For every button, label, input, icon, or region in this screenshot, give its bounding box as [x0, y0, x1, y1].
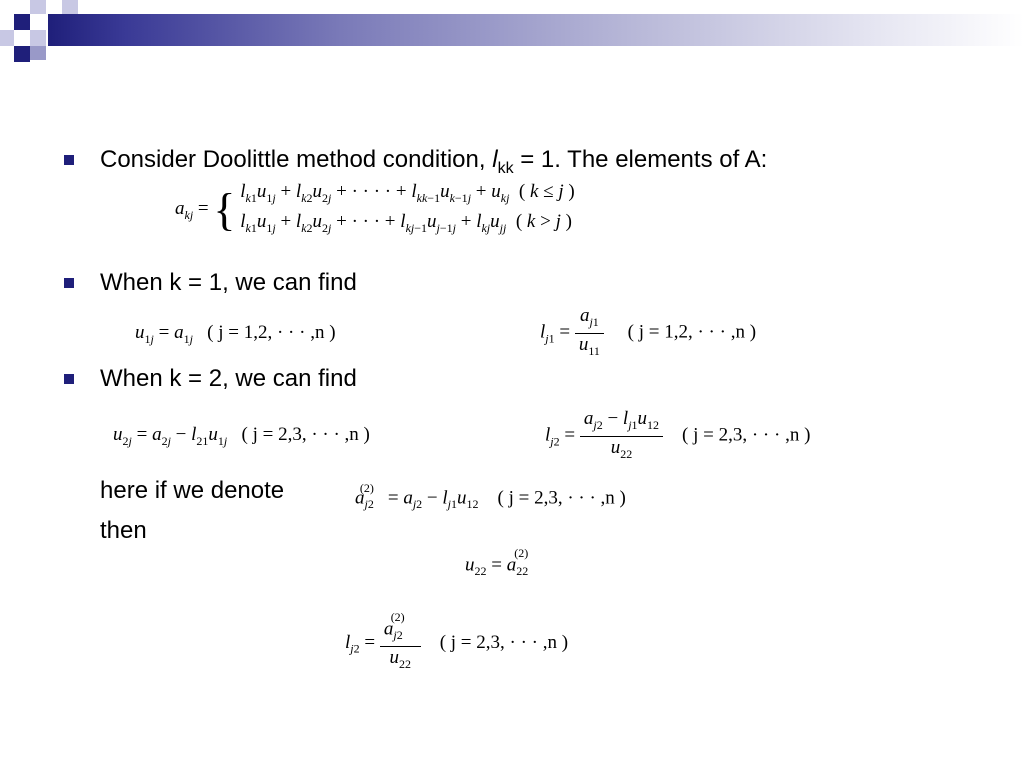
formula-k1-u-cond: ( j = 1,2, · · · ,n ): [207, 322, 336, 343]
bullet-1-pre: Consider Doolittle method condition,: [100, 146, 493, 173]
header-gradient-bar: [48, 14, 1024, 46]
denote-text: here if we denote: [100, 477, 285, 504]
bullet-2-text: When k = 1, we can find: [100, 269, 357, 296]
decor-square: [0, 30, 14, 46]
formula-denote-cond: ( j = 2,3, · · · ,n ): [497, 487, 626, 509]
formula-u22: $u_{22} = a_{22}^{(2)}$: [465, 546, 529, 579]
formula-akj-case1: $l_{k1}u_{1j} + l_{k2}u_{2j}$ + · · · · + $l_{kk-1}u_{k-1j} + u_{kj}$ ( k ≤ j ): [240, 181, 575, 205]
formula-k1-l-cond: ( j = 1,2, · · · ,n ): [627, 321, 757, 343]
formula-denote: $a_{j2}^{(2)} = a_{j2} - l_{j1}u_{12}$ ( j = 2,3, · · · ,n ): [355, 481, 626, 512]
formula-k2-u-cond: ( j = 2,3, · · · ,n ): [241, 424, 370, 445]
formula-akj-case2: $l_{k1}u_{1j} + l_{k2}u_{2j}$ + · · · + $l_{kj-1}u_{j-1j} + l_{kj}u_{jj}$ ( k > j ): [240, 210, 572, 235]
decor-square: [30, 30, 46, 46]
decor-square: [14, 14, 30, 30]
bullet-3-text: When k = 2, we can find: [100, 365, 357, 392]
formula-k2-l-cond: ( j = 2,3, · · · ,n ): [682, 424, 811, 446]
then-text: then: [100, 517, 147, 544]
bullet-1-post: = 1. The elements of A:: [513, 146, 768, 173]
formula-lj2-cond: ( j = 2,3, · · · ,n ): [439, 631, 569, 653]
decor-square: [30, 46, 46, 60]
decor-square: [62, 0, 78, 14]
formula-lj2: $l_{j2}$ = $\frac{a_{j2}^{(2)}}{u_{22}}$ ( j = 2,3, · · · ,n ): [345, 610, 569, 671]
formula-akj: $a_{kj}$ = { $l_{k1}u_{1j} + l_{k2}u_{2j}$ + · · · · + $l_{kk-1}u_{k-1j} + u_{kj}$ ( k ≤ j ) $l_{k1}u_{1j} + l_{k2}u_{2j}$ + · · · + $l_{kj-1}u_{j-1j} + l_{kj}u_{jj}$ ( k > j ): [175, 180, 575, 240]
formula-k2-l: $l_{j2}$ = $\frac{a_{j2} - l_{j1}u_{12}}{u_{22}}$ ( j = 2,3, · · · ,n ): [545, 408, 811, 461]
decor-square: [30, 0, 46, 14]
bullet-marker: [64, 278, 74, 288]
bullet-1-var: l: [492, 146, 498, 173]
decor-square: [14, 46, 30, 62]
formula-k2-u: $u_{2j} = a_{2j} - l_{21}u_{1j}$ ( j = 2,3, · · · ,n ): [113, 424, 370, 448]
bullet-1-sub: kk: [497, 159, 514, 177]
formula-k1-u: $u_{1j} = a_{1j}$ ( j = 1,2, · · · ,n ): [135, 322, 336, 346]
bullet-1-text: [100, 145, 767, 184]
bullet-marker: [64, 374, 74, 384]
bullet-marker: [64, 155, 74, 165]
formula-k1-l: $l_{j1}$ = $\frac{a_{j1}}{u_{11}}$ ( j = 1,2, · · · ,n ): [540, 305, 757, 358]
